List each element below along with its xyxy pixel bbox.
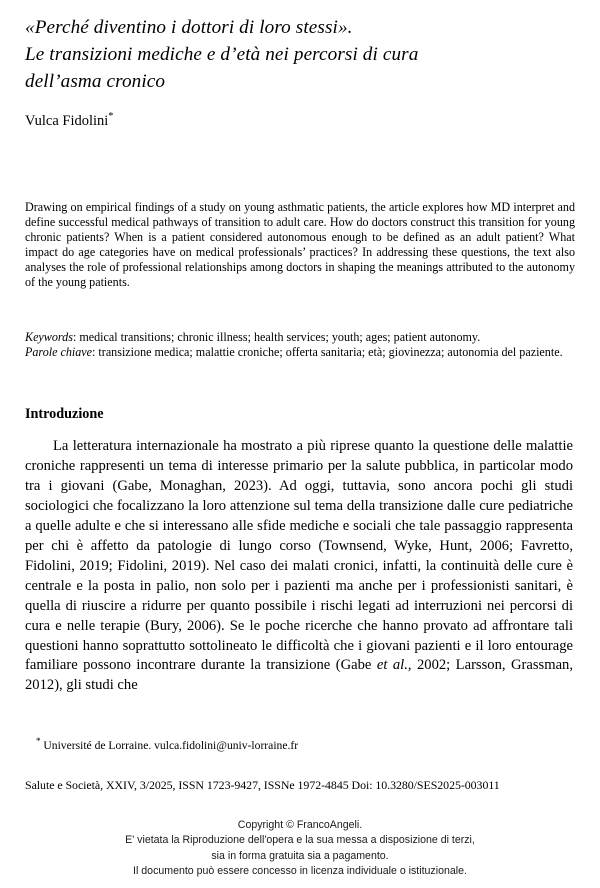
copyright-line-3: sia in forma gratuita sia a pagamento. (211, 849, 389, 862)
footnote (36, 738, 576, 753)
author-name (25, 112, 113, 130)
title-line-2: Le transizioni mediche e d’età nei percorsi di cura (25, 44, 419, 65)
keywords-italian-value: : transizione medica; malattie croniche; offerta sanitaria; età; giovinezza; autonomia del paziente. (92, 345, 563, 359)
body-part-1: La letteratura internazionale ha mostrato a più riprese quanto la questione delle malattie croniche rappresenti un tema di interesse primario per la salute pubblica, in particolar modo tra i giovani (Gabe, Monaghan, 2023). Ad oggi, tuttavia, sono ancora pochi gli studi sociologici che focalizzano la loro attenzione sul tema della transizione dalle cure pediatriche a quelle adulte e che si interessano alle sfide mediche e sociali che tale passaggio rappresenta per chi è affetto da patologie di lungo corso (Townsend, Wyke, Hunt, 2006; Favretto, Fidolini, 2019; Fidolini, 2019). Nel caso dei malati cronici, infatti, la continuità delle cure è centrale e la posta in palio, non solo per i pazienti ma anche per i professionisti sanitari, è quella di riuscire a ridurre per quanto possibile i rischi legati ad interruzioni nei percorsi di cura e nelle terapie (Bury, 2006). Se le poche ricerche che hanno provato ad affrontare tali questioni hanno soprattutto sottolineato le difficoltà che i giovani pazienti e il loro entourage familiare possono incontrare durante la transizione (Gabe (25, 438, 573, 674)
abstract-text: Drawing on empirical findings of a study on young asthmatic patients, the article explores how MD interpret and define successful medical pathways of transition to adult care. How do doctors construct this transition for young chronic patients? When is a patient considered autonomous enough to be defined as an adult patient? What impact do age categories have on medical professionals’ practices? In addressing these questions, the text also analyses the role of professional relationships among doctors in shaping the meanings attributed to the autonomy of the young patients. (25, 200, 575, 289)
keywords-english-value: : medical transitions; chronic illness; health services; youth; ages; patient autonomy. (72, 330, 481, 344)
journal-citation-line: Salute e Società, XXIV, 3/2025, ISSN 1723-9427, ISSNe 1972-4845 Doi: 10.3280/SES2025-003011 (25, 778, 500, 792)
author-footnote-marker: * (108, 111, 114, 123)
section-heading-introduzione: Introduzione (25, 406, 104, 422)
copyright-footer (0, 818, 600, 879)
title-line-1: «Perché diventino i dottori di loro stessi». (25, 17, 353, 38)
copyright-line-1: Copyright © FrancoAngeli. (237, 819, 363, 831)
footnote-text: Université de Lorraine. vulca.fidolini@univ-lorraine.fr (40, 739, 299, 752)
footnote-marker: * (36, 736, 41, 747)
author-label: Vulca Fidolini (25, 113, 109, 129)
keywords-italian-label: Parole chiave (25, 345, 93, 359)
copyright-line-4: Il documento può essere concesso in licenza individuale o istituzionale. (133, 864, 467, 877)
body-italic-etal: et al. (376, 657, 408, 674)
copyright-line-2: E' vietata la Riproduzione dell'opera e la sua messa a disposizione di terzi, (125, 834, 475, 847)
keywords-english (25, 330, 575, 345)
keywords-block (25, 330, 575, 360)
title-line-3: dell’asma cronico (25, 71, 166, 92)
page-title (25, 14, 577, 95)
body-paragraph (25, 437, 573, 696)
body-part-2: , 2002; Larsson, Grassman, 2012), gli studi che (25, 657, 573, 694)
keywords-italian (25, 345, 575, 360)
keywords-english-label: Keywords (25, 330, 73, 344)
